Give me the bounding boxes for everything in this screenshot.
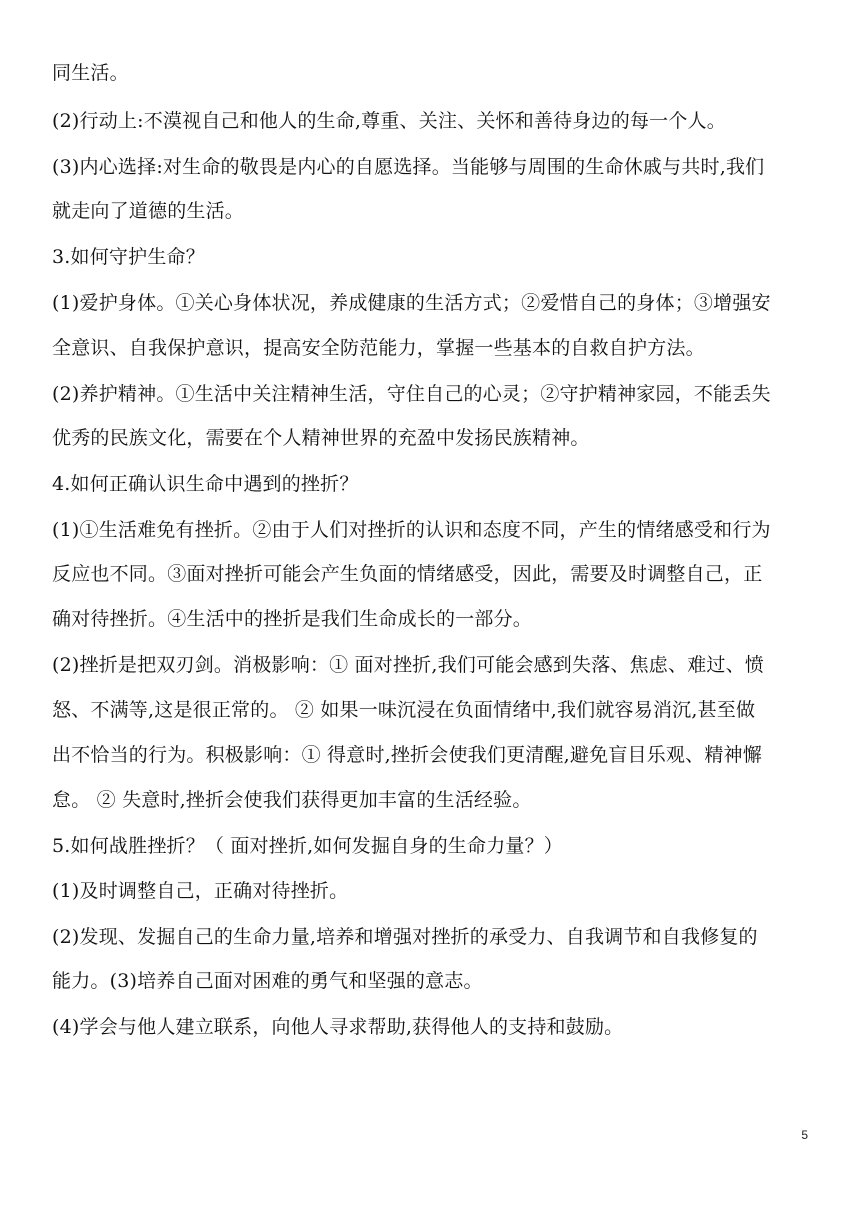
text-line: (1)及时调整自己，正确对待挫折。 (52, 880, 349, 902)
text-line: 就走向了道德的生活。 (52, 200, 245, 222)
text-line: (2)挫折是把双刃剑。消极影响：① 面对挫折,我们可能会感到失落、焦虑、难过、愤 (52, 654, 764, 676)
heading-line: 3.如何守护生命？ (52, 246, 205, 268)
text-line: (2)养护精神。①生活中关注精神生活，守住自己的心灵；②守护精神家园，不能丢失 (52, 383, 771, 405)
text-line: 反应也不同。③面对挫折可能会产生负面的情绪感受，因此，需要及时调整自己，正 (52, 563, 763, 585)
text-line: 优秀的民族文化，需要在个人精神世界的充盈中发扬民族精神。 (52, 427, 590, 449)
text-line: (4)学会与他人建立联系，向他人寻求帮助,获得他人的支持和鼓励。 (52, 1016, 624, 1038)
text-line: 能力。(3)培养自己面对困难的勇气和坚强的意志。 (52, 970, 483, 992)
text-line: 全意识、自我保护意识，提高安全防范能力，掌握一些基本的自救自护方法。 (52, 337, 705, 359)
page-number: 5 (801, 1128, 808, 1142)
text-line: 出不恰当的行为。积极影响：① 得意时,挫折会使我们更清醒,避免盲目乐观、精神懈 (52, 744, 762, 766)
text-line: 怠。 ② 失意时,挫折会使我们获得更加丰富的生活经验。 (52, 789, 532, 811)
text-line: (2)发现、发掘自己的生命力量,培养和增强对挫折的承受力、自我调节和自我修复的 (52, 926, 758, 948)
heading-line: 4.如何正确认识生命中遇到的挫折？ (52, 473, 359, 495)
text-line: (2)行动上:不漠视自己和他人的生命,尊重、关注、关怀和善待身边的每一个人。 (52, 110, 726, 132)
text-line: 怒、不满等,这是很正常的。 ② 如果一味沉浸在负面情绪中,我们就容易消沉,甚至做 (52, 699, 756, 721)
text-line: 确对待挫折。④生活中的挫折是我们生命成长的一部分。 (52, 608, 533, 630)
text-line: (3)内心选择:对生命的敬畏是内心的自愿选择。当能够与周围的生命休戚与共时,我们 (52, 156, 765, 178)
text-line: 同生活。 (52, 62, 129, 84)
text-line: (1)爱护身体。①关心身体状况，养成健康的生活方式；②爱惜自己的身体；③增强安 (52, 292, 771, 314)
text-line: (1)①生活难免有挫折。②由于人们对挫折的认识和态度不同，产生的情绪感受和行为 (52, 519, 771, 541)
heading-line: 5.如何战胜挫折？（ 面对挫折,如何发掘自身的生命力量？） (52, 835, 564, 857)
